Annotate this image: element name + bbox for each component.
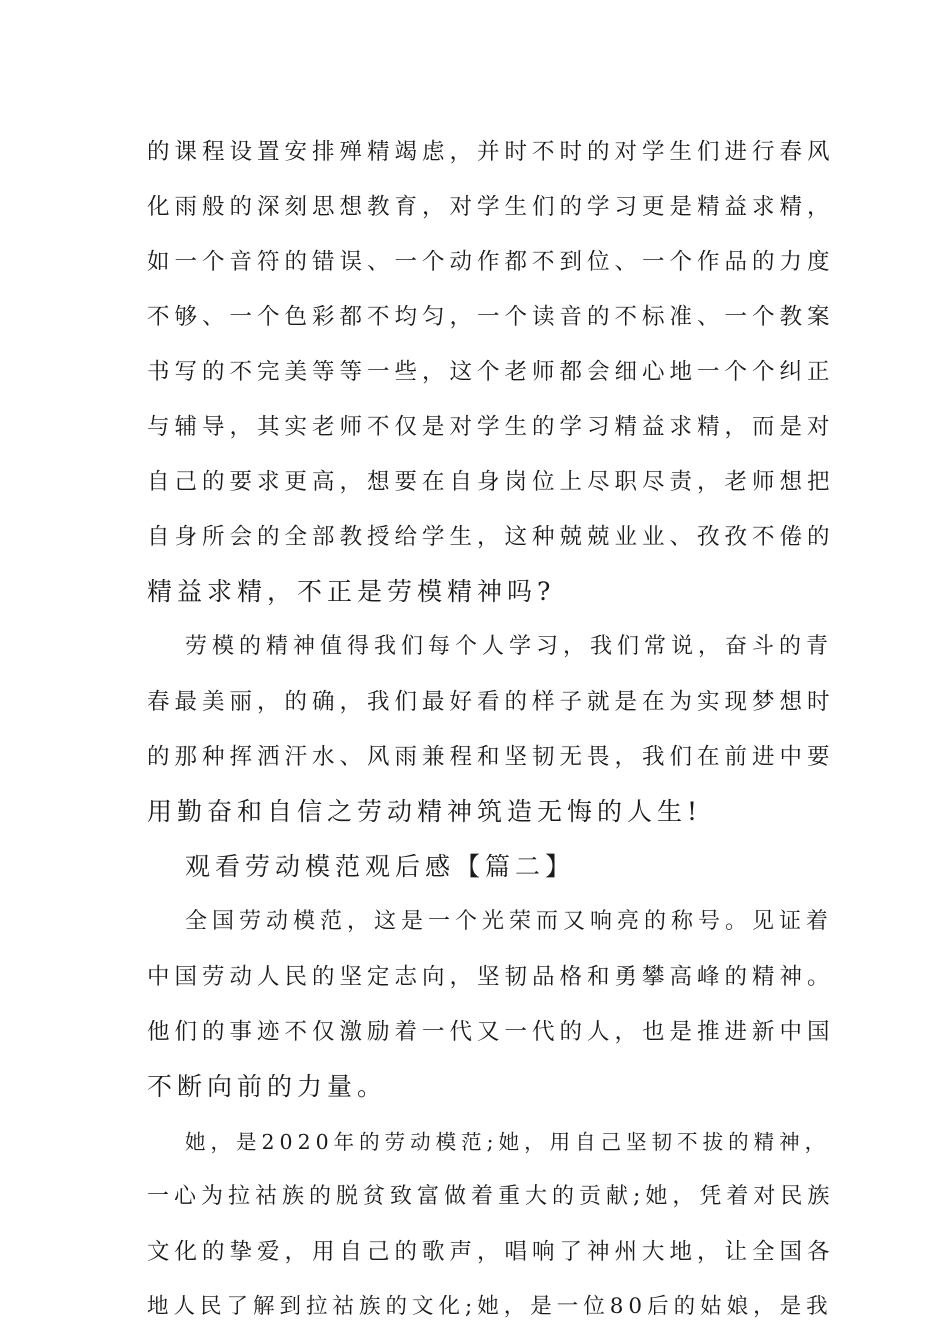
text-line: 春最美丽，的确，我们最好看的样子就是在为实现梦想时: [147, 689, 835, 715]
text-line: 他们的事迹不仅激励着一代又一代的人，也是推进新中国: [147, 1019, 835, 1045]
text-line: 书写的不完美等等一些，这个老师都会细心地一个个纠正: [147, 359, 835, 385]
text-line: 的课程设置安排殚精竭虑，并时不时的对学生们进行春风: [147, 139, 835, 165]
text-line: 文化的挚爱，用自己的歌声，唱响了神州大地，让全国各: [147, 1239, 835, 1265]
text-line: 地人民了解到拉祜族的文化;她，是一位80后的姑娘，是我: [147, 1294, 833, 1319]
paragraph-start-line: 全国劳动模范，这是一个光荣而又响亮的称号。见证着: [185, 909, 834, 934]
paragraph-start-line: 她，是2020年的劳动模范;她，用自己坚韧不拔的精神，: [185, 1130, 831, 1154]
text-line: 的那种挥洒汗水、风雨兼程和坚韧无畏，我们在前进中要: [147, 744, 835, 770]
paragraph-start-line: 劳模的精神值得我们每个人学习，我们常说，奋斗的青: [185, 634, 834, 659]
text-line: 用勤奋和自信之劳动精神筑造无悔的人生!: [147, 797, 703, 826]
text-line: 中国劳动人民的坚定志向，坚韧品格和勇攀高峰的精神。: [147, 964, 835, 990]
section-heading: 观看劳动模范观后感【篇二】: [185, 852, 576, 881]
text-line: 不够、一个色彩都不均匀，一个读音的不标准、一个教案: [147, 304, 835, 330]
text-line: 自身所会的全部教授给学生，这种兢兢业业、孜孜不倦的: [147, 524, 835, 550]
text-line: 精益求精，不正是劳模精神吗?: [147, 577, 556, 606]
text-line: 与辅导，其实老师不仅是对学生的学习精益求精，而是对: [147, 414, 835, 440]
text-line: 化雨般的深刻思想教育，对学生们的学习更是精益求精，: [147, 194, 835, 220]
text-line: 不断向前的力量。: [147, 1072, 388, 1101]
text-line: 一心为拉祜族的脱贫致富做着重大的贡献;她，凭着对民族: [147, 1184, 835, 1209]
text-line: 如一个音符的错误、一个动作都不到位、一个作品的力度: [147, 249, 835, 275]
text-line: 自己的要求更高，想要在自身岗位上尽职尽责，老师想把: [147, 469, 835, 495]
